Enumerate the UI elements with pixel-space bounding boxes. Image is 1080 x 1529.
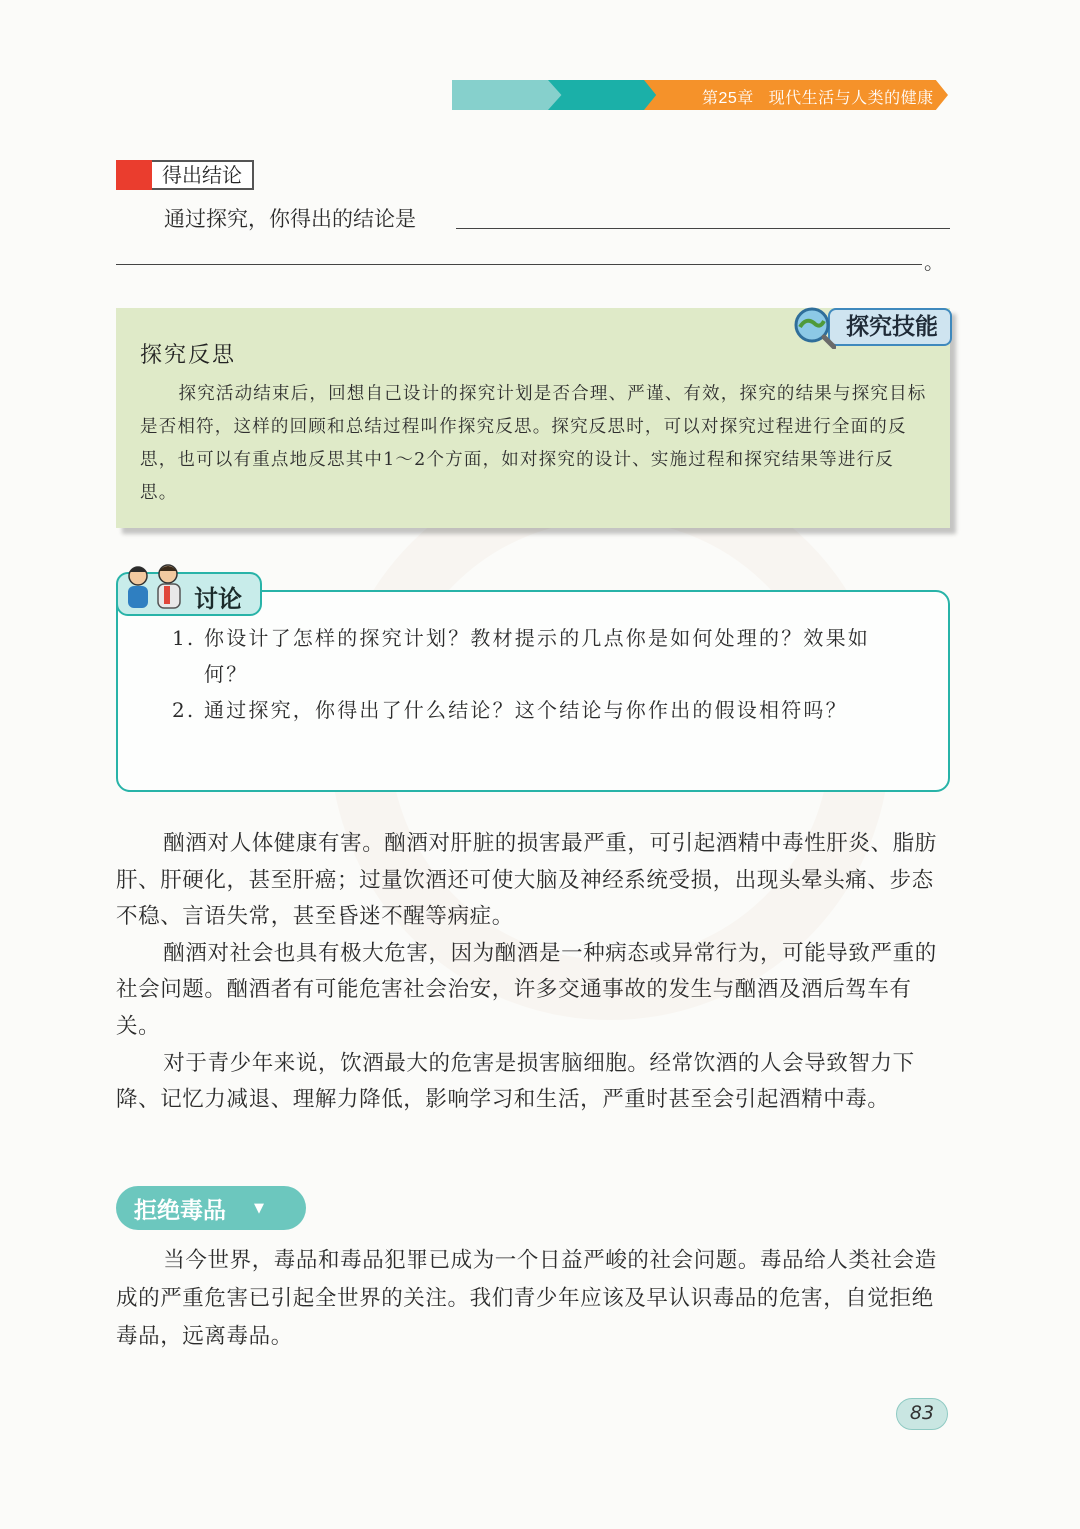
- question-number: 1.: [172, 626, 196, 650]
- answer-period: 。: [924, 250, 944, 274]
- banner-segment-teal: [548, 80, 660, 110]
- inquiry-reflection-paragraph: 探究活动结束后，回想自己设计的探究计划是否合理、严谨、有效，探究的结果与探究目标是否相符，这样的回顾和总结过程叫作探究反思。探究反思时，可以对探究过程进行全面的反思，也可以有重点地反思其中1～2个方面，如对探究的设计、实施过程和探究结果等进行反思。: [140, 384, 927, 503]
- section-heading-refuse-drugs: [116, 1186, 306, 1230]
- discussion-label: 讨论: [194, 585, 242, 613]
- chapter-heading: [702, 85, 934, 108]
- body-paragraph: 酗酒对人体健康有害。酗酒对肝脏的损害最严重，可引起酒精中毒性肝炎、脂肪肝、肝硬化，甚至肝癌；过量饮酒还可使大脑及神经系统受损，出现头晕头痛、步态不稳、言语失常，甚至昏迷不醒等病症。: [116, 831, 937, 930]
- chapter-banner: [452, 80, 948, 110]
- body-paragraph: 对于青少年来说，饮酒最大的危害是损害脑细胞。经常饮酒的人会导致智力下降、记忆力减退、理解力降低，影响学习和生活，严重时甚至会引起酒精中毒。: [116, 1050, 915, 1113]
- question-number: 2.: [172, 698, 196, 722]
- body-paragraph: 当今世界，毒品和毒品犯罪已成为一个日益严峻的社会问题。毒品给人类社会造成的严重危害已引起全世界的关注。我们青少年应该及早认识毒品的危害，自觉拒绝毒品，远离毒品。: [116, 1248, 937, 1349]
- discussion-question: [172, 620, 912, 692]
- page-number: 83: [896, 1398, 948, 1430]
- banner-segment-light: [452, 80, 562, 110]
- alcohol-harm-text: [116, 826, 950, 1119]
- question-text: 你设计了怎样的探究计划？教材提示的几点你是如何处理的？效果如何？: [204, 626, 870, 686]
- triangle-down-icon: ▼: [254, 1200, 264, 1216]
- inquiry-skill-badge: [792, 304, 952, 350]
- magnifier-icon: [792, 305, 836, 349]
- inquiry-reflection-text: [140, 378, 930, 510]
- body-paragraph: 酗酒对社会也具有极大危害，因为酗酒是一种病态或异常行为，可能导致严重的社会问题。酗酒者有可能危害社会治安，许多交通事故的发生与酗酒及酒后驾车有关。: [116, 940, 937, 1039]
- question-text: 通过探究，你得出了什么结论？这个结论与你作出的假设相符吗？: [204, 698, 848, 722]
- inquiry-skill-label: 探究技能: [828, 308, 952, 346]
- conclusion-prompt: 通过探究，你得出的结论是: [164, 207, 416, 231]
- conclusion-tag: [116, 160, 254, 190]
- inquiry-reflection-title: 探究反思: [140, 343, 237, 368]
- chapter-number: 第25章: [702, 90, 754, 107]
- answer-blank-line-1[interactable]: [456, 228, 950, 229]
- conclusion-tag-marker: [116, 160, 152, 190]
- chapter-title: 现代生活与人类的健康: [768, 90, 934, 107]
- drugs-text: [116, 1242, 950, 1356]
- conclusion-tag-label: 得出结论: [152, 160, 254, 190]
- answer-blank-line-2[interactable]: [116, 264, 922, 265]
- discussion-question: [172, 692, 912, 728]
- people-discussion-icon: [120, 562, 192, 616]
- section-title: 拒绝毒品: [134, 1197, 226, 1224]
- discussion-questions: [172, 620, 912, 728]
